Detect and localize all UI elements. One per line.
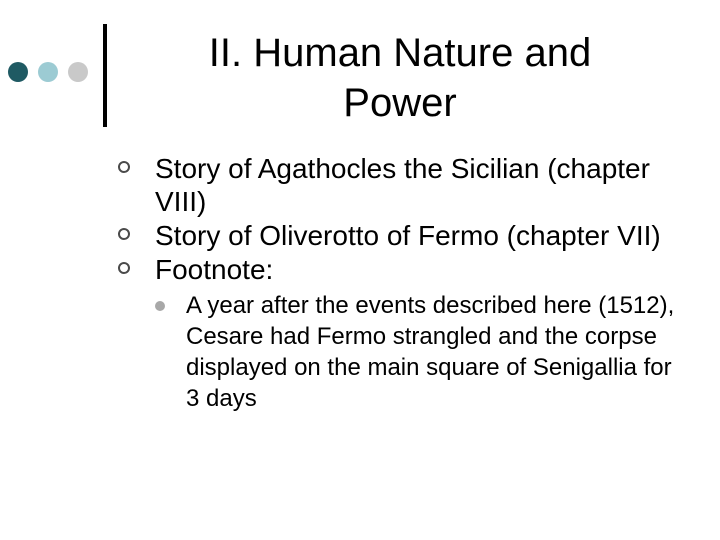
dot-dark-teal-icon xyxy=(8,62,28,82)
bullet-text: Story of Oliverotto of Fermo (chapter VII) xyxy=(155,220,661,251)
bullet-text: Footnote: xyxy=(155,254,274,285)
bullet-item xyxy=(118,152,678,218)
dot-gray-icon xyxy=(68,62,88,82)
dot-bullet-icon xyxy=(155,301,165,311)
bullet-item xyxy=(118,219,678,252)
bullet-list xyxy=(118,152,678,415)
ring-bullet-icon xyxy=(118,262,130,274)
dot-light-teal-icon xyxy=(38,62,58,82)
sub-bullet-text: A year after the events described here (1512), Cesare had Fermo strangled and the corpse displayed on the main square of Senigallia for 3 days xyxy=(186,292,675,412)
bullet-item xyxy=(118,253,678,414)
ring-bullet-icon xyxy=(118,161,130,173)
sub-bullet-list xyxy=(155,290,678,414)
slide-title-line-2: Power xyxy=(343,81,457,125)
sub-bullet-item xyxy=(155,290,678,414)
slide-title xyxy=(130,28,670,128)
decorative-dots xyxy=(8,62,88,82)
ring-bullet-icon xyxy=(118,228,130,240)
bullet-text: Story of Agathocles the Sicilian (chapter VIII) xyxy=(155,153,650,217)
slide-title-line-1: II. Human Nature and xyxy=(208,31,592,75)
title-divider xyxy=(103,24,107,127)
